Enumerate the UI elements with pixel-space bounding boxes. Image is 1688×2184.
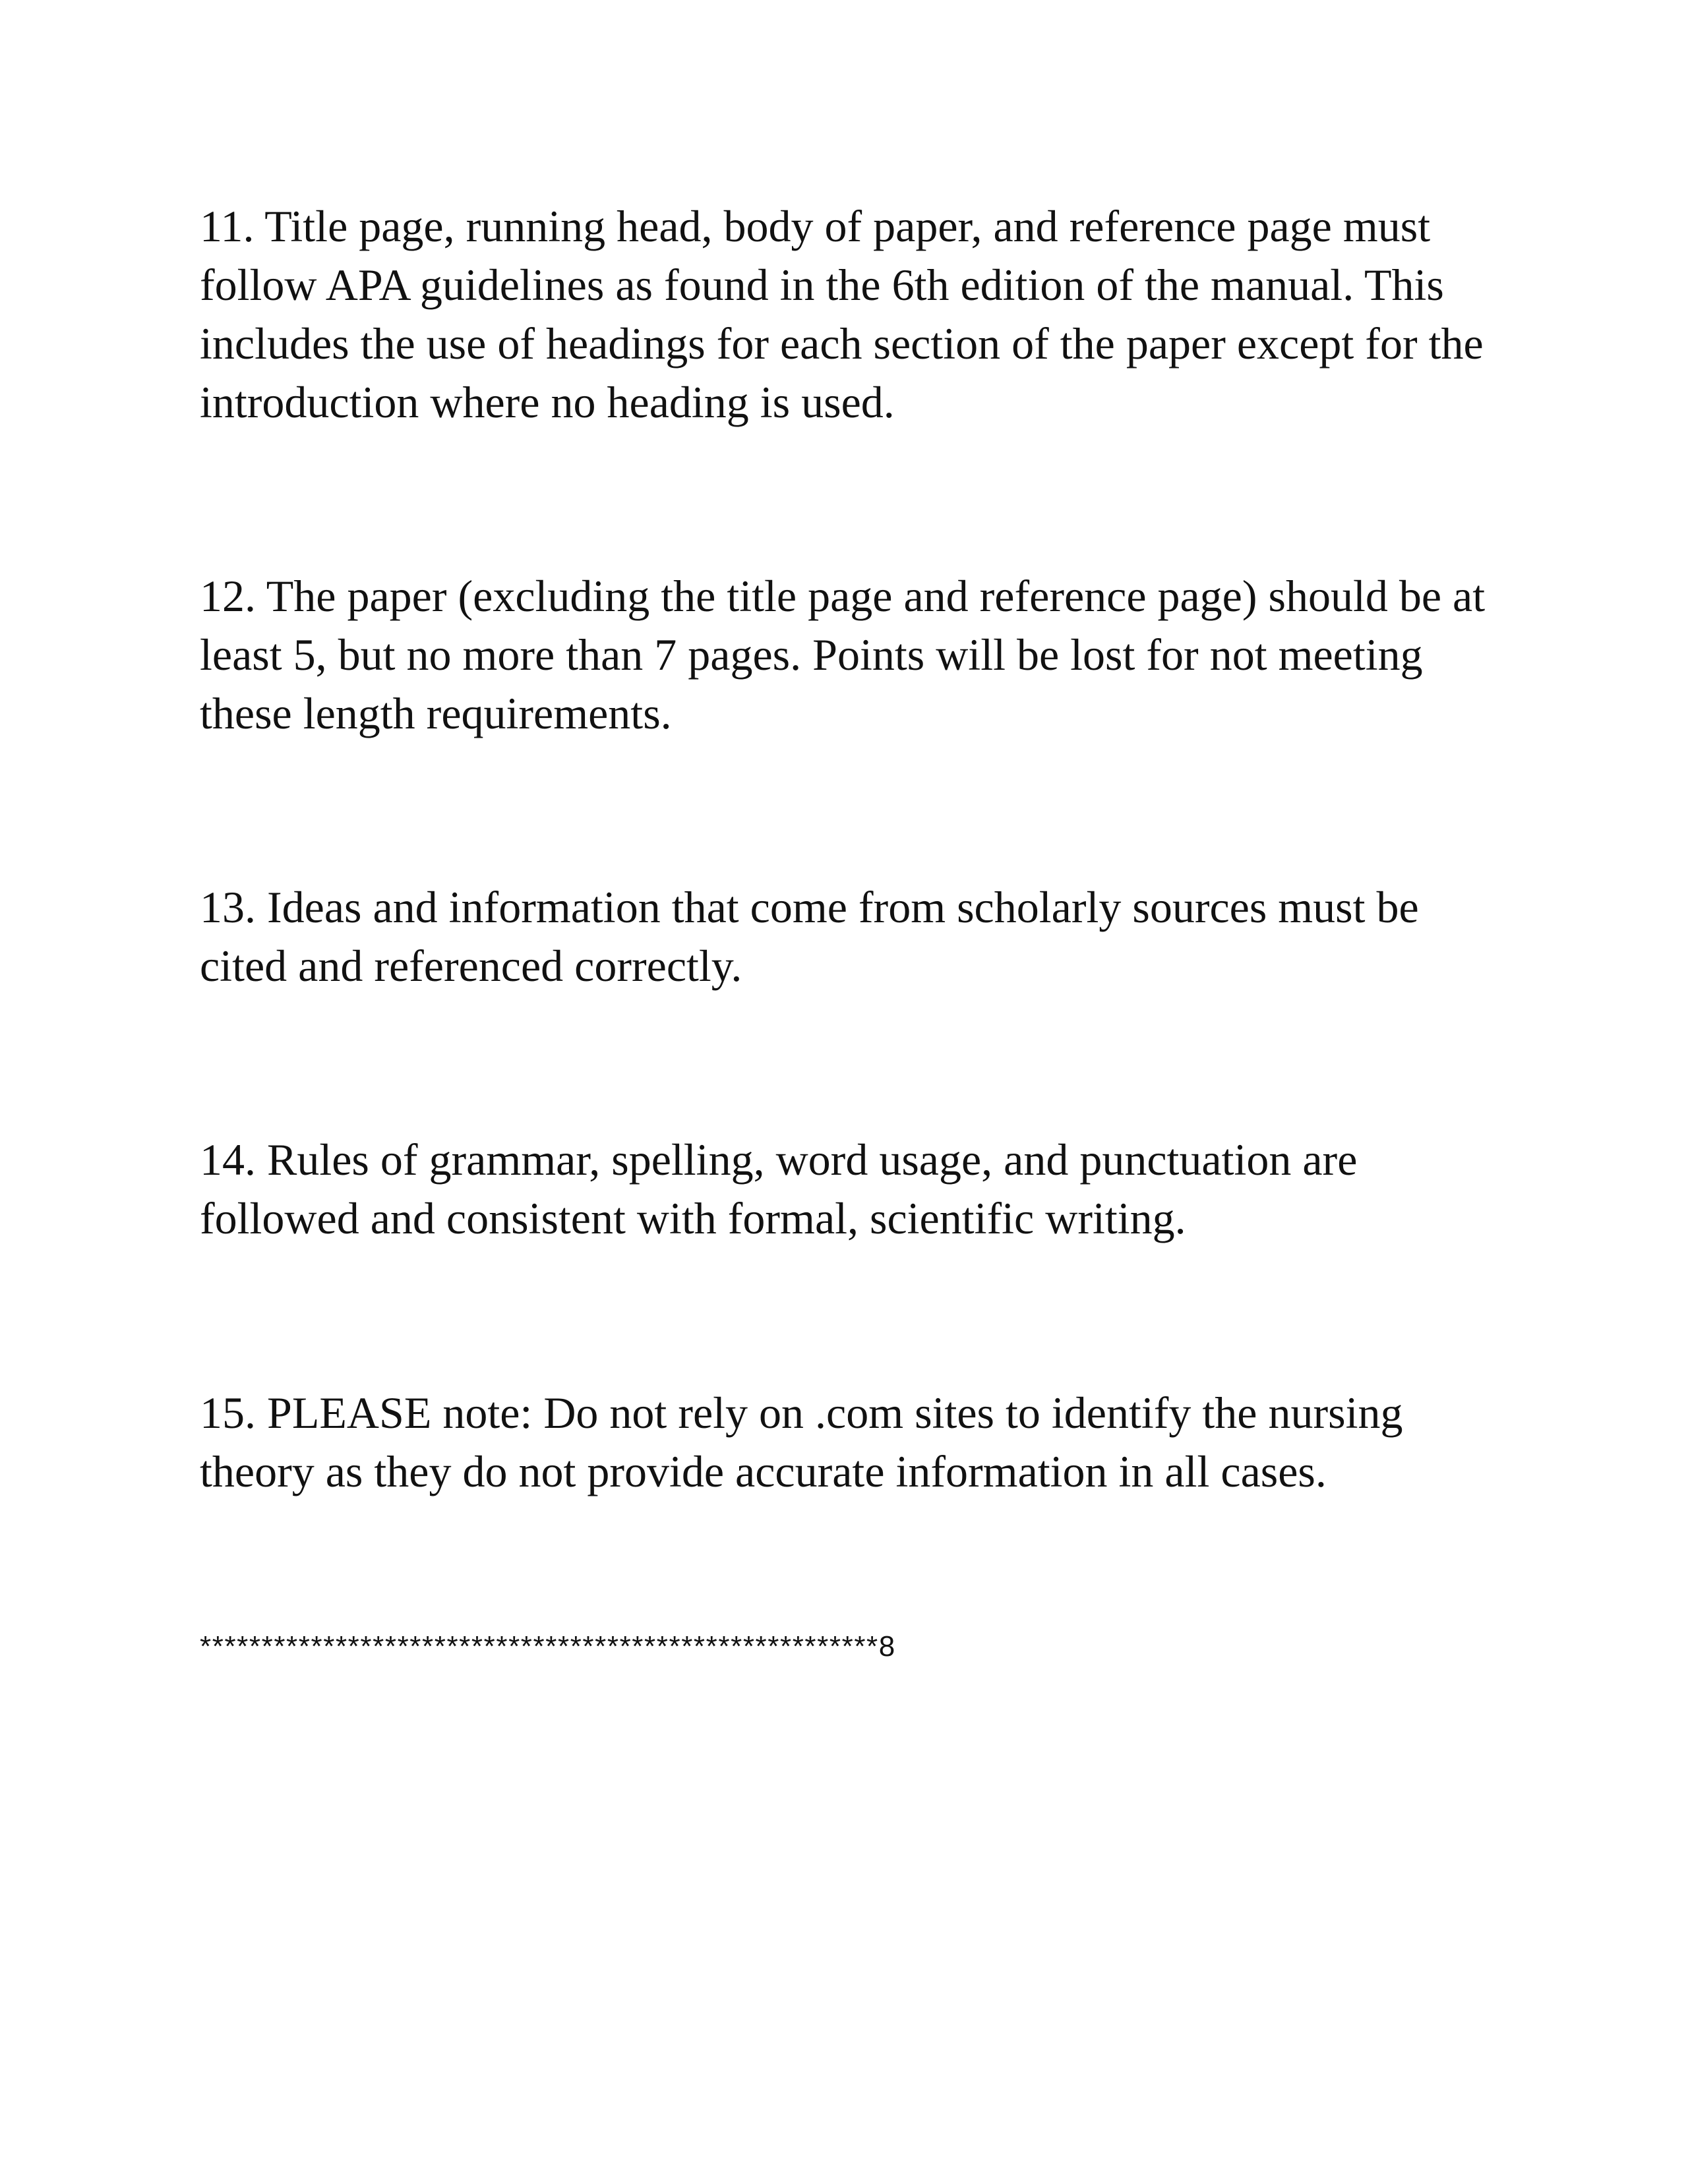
item-line: includes the use of headings for each section of the paper except for the [200, 318, 1484, 369]
asterisk-separator: *******************************************************8 [200, 1630, 896, 1663]
item-line: these length requirements. [200, 688, 672, 738]
item-line: theory as they do not provide accurate information in all cases. [200, 1446, 1327, 1496]
instruction-item-13 [200, 878, 1519, 995]
item-line: 13. Ideas and information that come from scholarly sources must be [200, 882, 1419, 932]
instruction-item-11 [200, 197, 1519, 432]
instruction-item-14 [200, 1131, 1519, 1248]
item-line: follow APA guidelines as found in the 6th edition of the manual. This [200, 260, 1444, 310]
instruction-item-12 [200, 567, 1519, 743]
item-line: 11. Title page, running head, body of paper, and reference page must [200, 201, 1431, 251]
instruction-item-15 [200, 1384, 1519, 1501]
item-line: followed and consistent with formal, scientific writing. [200, 1193, 1186, 1243]
item-line: least 5, but no more than 7 pages. Points will be lost for not meeting [200, 630, 1423, 680]
item-line: 12. The paper (excluding the title page and reference page) should be at [200, 571, 1486, 621]
item-line: cited and referenced correctly. [200, 941, 742, 991]
item-line: 14. Rules of grammar, spelling, word usage, and punctuation are [200, 1135, 1358, 1185]
item-line: 15. PLEASE note: Do not rely on .com sites to identify the nursing [200, 1388, 1403, 1438]
item-line: introduction where no heading is used. [200, 377, 895, 427]
